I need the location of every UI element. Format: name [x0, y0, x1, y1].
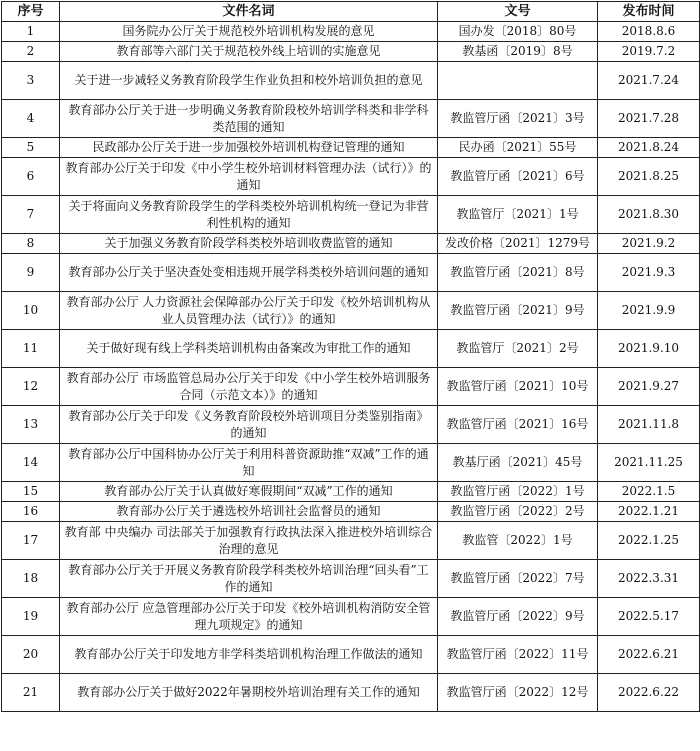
- table-row: [2, 482, 700, 502]
- cell-doc-no: 教监管厅函〔2021〕8号: [438, 254, 598, 292]
- cell-date: 2022.5.17: [598, 598, 700, 636]
- header-date: 发布时间: [598, 2, 700, 22]
- cell-title: 教育部办公厅关于坚决查处变相违规开展学科类校外培训问题的通知: [60, 254, 438, 292]
- cell-title: 关于进一步减轻义务教育阶段学生作业负担和校外培训负担的意见: [60, 62, 438, 100]
- cell-doc-no: 教监管厅函〔2022〕7号: [438, 560, 598, 598]
- cell-date: 2022.6.21: [598, 636, 700, 674]
- table-row: [2, 292, 700, 330]
- cell-date: 2022.1.21: [598, 502, 700, 522]
- cell-title: 关于将面向义务教育阶段学生的学科类校外培训机构统一登记为非营利性机构的通知: [60, 196, 438, 234]
- cell-doc-no: 教监管厅函〔2021〕10号: [438, 368, 598, 406]
- cell-doc-no: 教监管厅〔2021〕2号: [438, 330, 598, 368]
- table-row: [2, 502, 700, 522]
- table-header-row: [2, 2, 700, 22]
- cell-doc-no: 教监管厅函〔2021〕6号: [438, 158, 598, 196]
- cell-seq: 15: [2, 482, 60, 502]
- cell-seq: 16: [2, 502, 60, 522]
- cell-seq: 7: [2, 196, 60, 234]
- cell-date: 2021.9.3: [598, 254, 700, 292]
- cell-title: 教育部办公厅中国科协办公厅关于利用科普资源助推“双减”工作的通知: [60, 444, 438, 482]
- cell-seq: 6: [2, 158, 60, 196]
- cell-title: 教育部办公厅 应急管理部办公厅关于印发《校外培训机构消防安全管理九项规定》的通知: [60, 598, 438, 636]
- header-seq: 序号: [2, 2, 60, 22]
- cell-title: 教育部办公厅关于印发《中小学生校外培训材料管理办法（试行）》的通知: [60, 158, 438, 196]
- cell-title: 民政部办公厅关于进一步加强校外培训机构登记管理的通知: [60, 138, 438, 158]
- cell-doc-no: 国办发〔2018〕80号: [438, 22, 598, 42]
- cell-doc-no: [438, 62, 598, 100]
- cell-date: 2022.1.25: [598, 522, 700, 560]
- cell-title: 教育部办公厅关于做好2022年暑期校外培训治理有关工作的通知: [60, 674, 438, 712]
- cell-doc-no: 发改价格〔2021〕1279号: [438, 234, 598, 254]
- table-row: [2, 598, 700, 636]
- header-title: 文件名词: [60, 2, 438, 22]
- cell-doc-no: 教监管厅函〔2021〕16号: [438, 406, 598, 444]
- table-row: [2, 138, 700, 158]
- cell-date: 2021.8.30: [598, 196, 700, 234]
- cell-seq: 14: [2, 444, 60, 482]
- cell-seq: 10: [2, 292, 60, 330]
- table-row: [2, 254, 700, 292]
- cell-doc-no: 教监管厅函〔2022〕11号: [438, 636, 598, 674]
- table-body: [2, 22, 700, 712]
- cell-title: 国务院办公厅关于规范校外培训机构发展的意见: [60, 22, 438, 42]
- cell-doc-no: 教监管厅函〔2022〕9号: [438, 598, 598, 636]
- cell-title: 教育部办公厅关于遴选校外培训社会监督员的通知: [60, 502, 438, 522]
- cell-date: 2021.7.28: [598, 100, 700, 138]
- cell-title: 教育部办公厅关于开展义务教育阶段学科类校外培训治理“回头看”工作的通知: [60, 560, 438, 598]
- policy-document-table: [1, 1, 700, 712]
- table-row: [2, 100, 700, 138]
- cell-seq: 4: [2, 100, 60, 138]
- cell-seq: 11: [2, 330, 60, 368]
- cell-date: 2021.11.8: [598, 406, 700, 444]
- table-row: [2, 522, 700, 560]
- header-doc-no: 文号: [438, 2, 598, 22]
- cell-doc-no: 教监管厅〔2021〕1号: [438, 196, 598, 234]
- cell-seq: 3: [2, 62, 60, 100]
- cell-date: 2021.9.9: [598, 292, 700, 330]
- cell-title: 关于做好现有线上学科类培训机构由备案改为审批工作的通知: [60, 330, 438, 368]
- cell-doc-no: 教基厅函〔2021〕45号: [438, 444, 598, 482]
- cell-seq: 21: [2, 674, 60, 712]
- cell-seq: 12: [2, 368, 60, 406]
- cell-title: 教育部办公厅关于认真做好寒假期间“双减”工作的通知: [60, 482, 438, 502]
- table-row: [2, 196, 700, 234]
- cell-doc-no: 教监管厅函〔2021〕3号: [438, 100, 598, 138]
- table-row: [2, 674, 700, 712]
- table-row: [2, 560, 700, 598]
- cell-seq: 2: [2, 42, 60, 62]
- cell-date: 2021.11.25: [598, 444, 700, 482]
- cell-doc-no: 教监管厅函〔2022〕1号: [438, 482, 598, 502]
- cell-seq: 1: [2, 22, 60, 42]
- cell-date: 2021.9.27: [598, 368, 700, 406]
- cell-title: 教育部办公厅关于进一步明确义务教育阶段校外培训学科类和非学科类范围的通知: [60, 100, 438, 138]
- cell-doc-no: 教监管厅函〔2022〕12号: [438, 674, 598, 712]
- table-row: [2, 62, 700, 100]
- cell-title: 教育部 中央编办 司法部关于加强教育行政执法深入推进校外培训综合治理的意见: [60, 522, 438, 560]
- table-row: [2, 42, 700, 62]
- cell-seq: 9: [2, 254, 60, 292]
- cell-title: 教育部办公厅 市场监管总局办公厅关于印发《中小学生校外培训服务合同（示范文本）》的通知: [60, 368, 438, 406]
- cell-date: 2021.8.25: [598, 158, 700, 196]
- cell-date: 2021.9.10: [598, 330, 700, 368]
- cell-date: 2022.1.5: [598, 482, 700, 502]
- cell-doc-no: 教监管厅函〔2022〕2号: [438, 502, 598, 522]
- table-row: [2, 636, 700, 674]
- cell-title: 教育部办公厅关于印发地方非学科类培训机构治理工作做法的通知: [60, 636, 438, 674]
- table-row: [2, 234, 700, 254]
- cell-seq: 18: [2, 560, 60, 598]
- cell-seq: 13: [2, 406, 60, 444]
- table-row: [2, 330, 700, 368]
- cell-title: 教育部办公厅 人力资源社会保障部办公厅关于印发《校外培训机构从业人员管理办法（试行）》的通知: [60, 292, 438, 330]
- cell-date: 2019.7.2: [598, 42, 700, 62]
- cell-seq: 19: [2, 598, 60, 636]
- cell-doc-no: 教基函〔2019〕8号: [438, 42, 598, 62]
- cell-date: 2021.7.24: [598, 62, 700, 100]
- cell-title: 教育部办公厅关于印发《义务教育阶段校外培训项目分类鉴别指南》的通知: [60, 406, 438, 444]
- cell-title: 关于加强义务教育阶段学科类校外培训收费监管的通知: [60, 234, 438, 254]
- cell-date: 2022.6.22: [598, 674, 700, 712]
- cell-doc-no: 教监管厅函〔2021〕9号: [438, 292, 598, 330]
- cell-seq: 8: [2, 234, 60, 254]
- cell-doc-no: 民办函〔2021〕55号: [438, 138, 598, 158]
- table-row: [2, 158, 700, 196]
- cell-date: 2022.3.31: [598, 560, 700, 598]
- table-row: [2, 444, 700, 482]
- cell-date: 2021.9.2: [598, 234, 700, 254]
- cell-date: 2018.8.6: [598, 22, 700, 42]
- table-row: [2, 368, 700, 406]
- table-row: [2, 22, 700, 42]
- cell-seq: 20: [2, 636, 60, 674]
- cell-seq: 5: [2, 138, 60, 158]
- table-row: [2, 406, 700, 444]
- cell-date: 2021.8.24: [598, 138, 700, 158]
- cell-doc-no: 教监管〔2022〕1号: [438, 522, 598, 560]
- cell-seq: 17: [2, 522, 60, 560]
- cell-title: 教育部等六部门关于规范校外线上培训的实施意见: [60, 42, 438, 62]
